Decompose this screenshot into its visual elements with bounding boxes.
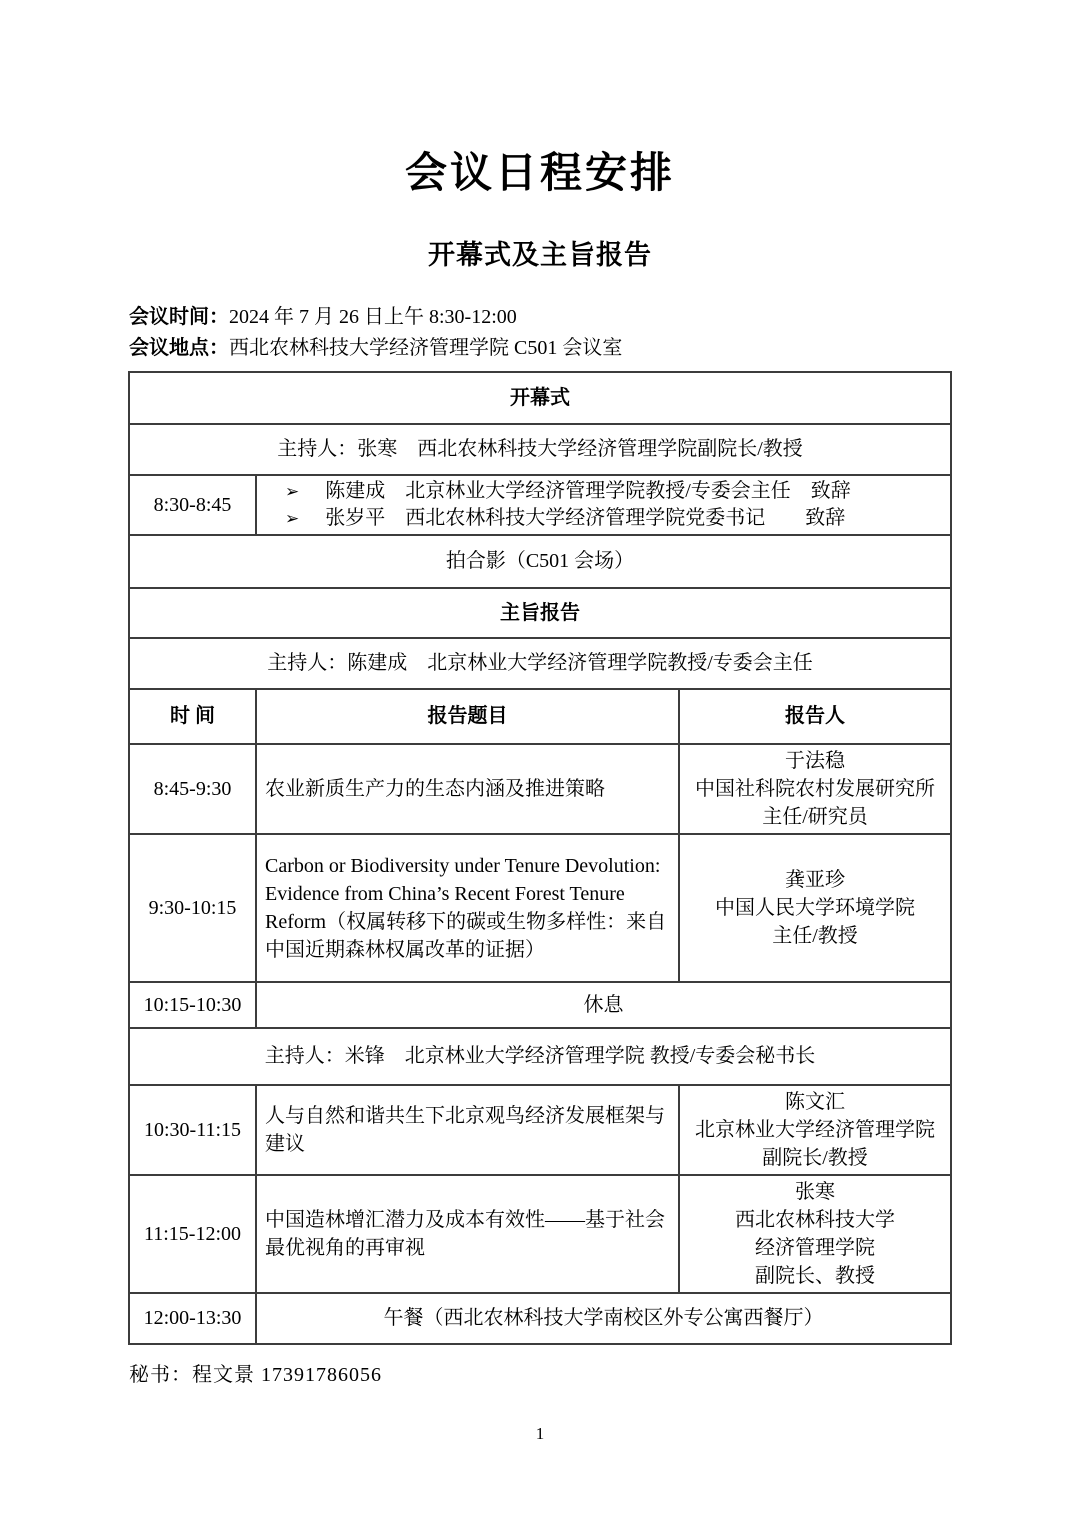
meeting-place-value: 西北农林科技大学经济管理学院 C501 会议室	[229, 336, 623, 359]
opening-speeches-cell	[256, 475, 951, 535]
schedule-table	[128, 371, 952, 1345]
secretary-contact: 秘书：程文景 17391786056	[129, 1363, 382, 1386]
lunch-row	[129, 1293, 951, 1344]
section-keynote	[129, 588, 951, 638]
speaker-name: 陈文汇	[785, 1090, 845, 1113]
speaker-cell	[679, 744, 951, 834]
speaker-position: 副院长、教授	[755, 1264, 875, 1287]
time-cell: 8:30-8:45	[129, 475, 256, 535]
speaker-affiliation: 北京林业大学经济管理学院	[695, 1118, 935, 1141]
meeting-time-line	[129, 302, 951, 333]
speech-text: 张岁平 西北农林科技大学经济管理学院党委书记 致辞	[325, 506, 846, 529]
host-text: 主持人：米锋 北京林业大学经济管理学院 教授/专委会秘书长	[129, 1028, 951, 1085]
break-row	[129, 982, 951, 1028]
speaker-cell	[679, 1175, 951, 1293]
time-cell: 10:30-11:15	[129, 1085, 256, 1175]
lunch-text: 午餐（西北农林科技大学南校区外专公寓西餐厅）	[256, 1293, 951, 1344]
speaker-name: 张寒	[795, 1180, 835, 1203]
talk-row	[129, 1175, 951, 1293]
meeting-time-label: 会议时间：	[129, 305, 229, 328]
speech-item	[265, 478, 942, 505]
column-header-time: 时 间	[129, 689, 256, 744]
opening-speeches-row	[129, 475, 951, 535]
arrow-bullet-icon: ➢	[285, 508, 300, 528]
talk-title: Carbon or Biodiversity under Tenure Devolution: Evidence from China’s Recent Forest Tenure Reform（权属转移下的碳或生物多样性：来自中国近期森林权属改革的证据）	[256, 834, 679, 982]
host-text: 主持人：陈建成 北京林业大学经济管理学院教授/专委会主任	[129, 638, 951, 689]
talk-row	[129, 834, 951, 982]
talk-title: 人与自然和谐共生下北京观鸟经济发展框架与建议	[256, 1085, 679, 1175]
section-opening-ceremony	[129, 372, 951, 424]
speaker-affiliation: 经济管理学院	[755, 1236, 875, 1259]
speaker-position: 副院长/教授	[762, 1146, 868, 1169]
speaker-name: 于法稳	[785, 749, 845, 772]
time-cell: 8:45-9:30	[129, 744, 256, 834]
group-photo-row	[129, 535, 951, 588]
speaker-position: 主任/教授	[772, 924, 858, 947]
speaker-affiliation: 西北农林科技大学	[735, 1208, 895, 1231]
talk-title: 中国造林增汇潜力及成本有效性——基于社会最优视角的再审视	[256, 1175, 679, 1293]
host-row-2	[129, 638, 951, 689]
speech-item	[265, 505, 942, 532]
column-header-row	[129, 689, 951, 744]
page-title: 会议日程安排	[404, 151, 675, 197]
column-header-speaker: 报告人	[679, 689, 951, 744]
arrow-bullet-icon: ➢	[285, 481, 300, 501]
time-cell: 11:15-12:00	[129, 1175, 256, 1293]
speaker-position: 主任/研究员	[762, 805, 868, 828]
meeting-time-value: 2024 年 7 月 26 日上午 8:30-12:00	[229, 305, 517, 328]
page-subtitle: 开幕式及主旨报告	[428, 239, 652, 270]
group-photo-text: 拍合影（C501 会场）	[129, 535, 951, 588]
talk-title: 农业新质生产力的生态内涵及推进策略	[256, 744, 679, 834]
speaker-cell	[679, 1085, 951, 1175]
time-cell: 10:15-10:30	[129, 982, 256, 1028]
section-title: 主旨报告	[129, 588, 951, 638]
meeting-place-label: 会议地点：	[129, 336, 229, 359]
meeting-meta	[129, 302, 951, 364]
column-header-title: 报告题目	[256, 689, 679, 744]
meeting-place-line	[129, 333, 951, 364]
speech-text: 陈建成 北京林业大学经济管理学院教授/专委会主任 致辞	[325, 479, 851, 502]
speaker-name: 龚亚珍	[785, 868, 845, 891]
time-cell: 9:30-10:15	[129, 834, 256, 982]
speaker-affiliation: 中国社科院农村发展研究所	[695, 777, 935, 800]
host-row-1	[129, 424, 951, 475]
break-text: 休息	[256, 982, 951, 1028]
section-title: 开幕式	[129, 372, 951, 424]
speaker-cell	[679, 834, 951, 982]
speaker-affiliation: 中国人民大学环境学院	[715, 896, 915, 919]
talk-row	[129, 744, 951, 834]
host-text: 主持人：张寒 西北农林科技大学经济管理学院副院长/教授	[129, 424, 951, 475]
talk-row	[129, 1085, 951, 1175]
time-cell: 12:00-13:30	[129, 1293, 256, 1344]
host-row-3	[129, 1028, 951, 1085]
page-number: 1	[535, 1424, 545, 1443]
